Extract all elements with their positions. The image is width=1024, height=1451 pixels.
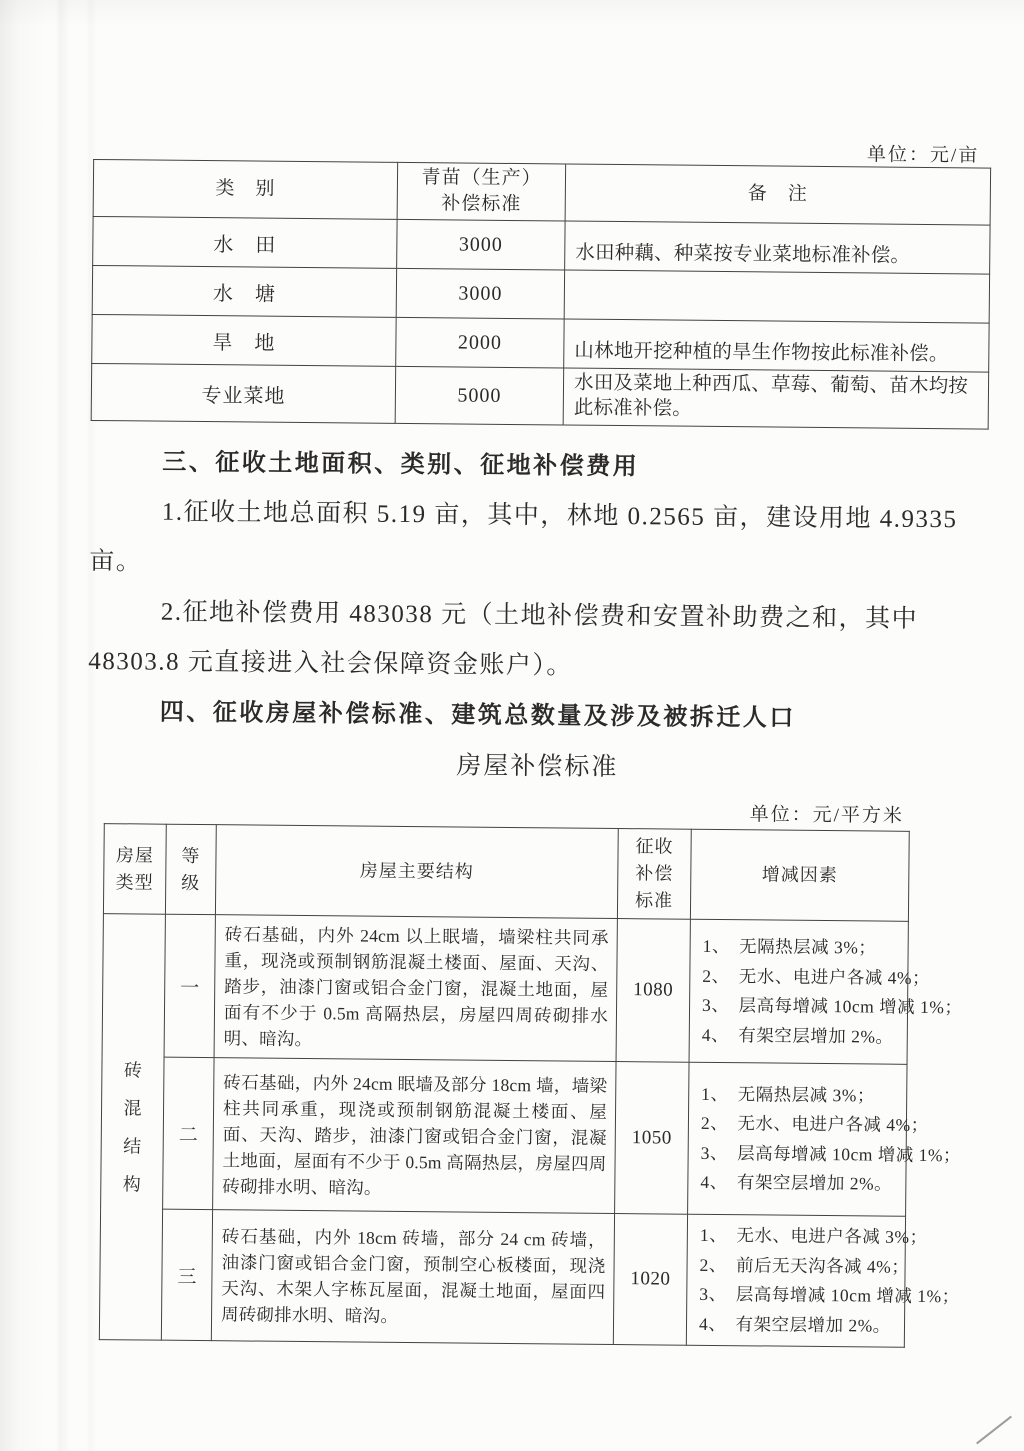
structure-cell: 砖石基础，内外 18cm 砖墙，部分 24 cm 砖墙，油漆门窗或铝合金门窗，预制空心板楼面，现浇天沟、木架人字栋瓦屋面，混凝土地面，屋面四周砖砌排水明、暗沟。 [211, 1210, 614, 1345]
factors-cell [688, 1062, 962, 1216]
column-header-standard: 青苗（生产）补偿标准 [397, 162, 566, 221]
column-header-house-type: 房屋类型 [103, 824, 166, 915]
factor-line: 4、 有架空层增加 2%。 [698, 1313, 891, 1336]
column-header-category: 类 别 [93, 159, 398, 219]
house-compensation-table [99, 823, 963, 1348]
body-text-block [87, 437, 990, 795]
column-header-factors: 增减因素 [690, 829, 909, 921]
factor-line: 1、 无水、电进户各减 3%； [699, 1224, 928, 1248]
crop-table-unit-label: 单位：元/亩 [866, 144, 980, 167]
factor-line: 3、 层高每增减 10cm 增减 1%； [700, 1142, 962, 1165]
category-cell: 旱 地 [92, 314, 396, 366]
category-cell: 水 田 [93, 216, 397, 268]
house-type-cell [99, 914, 165, 1341]
remark-cell: 山林地开挖种植的旱生作物按此标准补偿。 [564, 319, 989, 372]
table-row [92, 314, 989, 372]
structure-cell: 砖石基础，内外 24cm 眠墙及部分 18cm 墙，墙梁柱共同承重，现浇或预制钢筋混凝土楼面、屋面、天沟、踏步，油漆门窗或铝合金门窗，混凝土地面，屋面有不少于 0.5m 高隔热层，房屋四周砖砌排水明、暗沟。 [213, 1058, 616, 1214]
table-row [93, 216, 990, 274]
remark-cell: 水田及菜地上种西瓜、草莓、葡萄、苗木均按此标准补偿。 [563, 368, 989, 429]
table-row [101, 1057, 907, 1217]
grade-cell: 一 [164, 914, 215, 1057]
factor-line: 2、 无水、电进户各减 4%； [702, 965, 931, 988]
standard-cell: 2000 [396, 317, 564, 368]
table-row [91, 363, 989, 429]
factor-line: 1、 无隔热层减 3%； [702, 935, 877, 958]
factor-line: 1、 无隔热层减 3%； [701, 1083, 876, 1106]
remark-cell [564, 270, 989, 323]
standard-cell: 5000 [395, 366, 564, 425]
table-row [92, 265, 989, 323]
house-type-text: 砖混结构 [122, 1059, 143, 1194]
standard-header-text: 征收补偿标准 [634, 836, 674, 911]
factor-line: 2、 无水、电进户各减 4%； [700, 1112, 929, 1136]
grade-header-text: 等级 [181, 845, 201, 893]
category-cell: 水 塘 [92, 265, 396, 317]
column-header-structure: 房屋主要结构 [215, 825, 618, 919]
crop-table-header-row [93, 159, 991, 225]
factors-cell [686, 1214, 960, 1347]
table-row [102, 914, 908, 1065]
column-header-standard [617, 829, 691, 920]
paragraph-one-line-one: 1.征收土地总面积 5.19 亩，其中，林地 0.2565 亩，建设用地 4.9335 [161, 498, 958, 534]
structure-cell: 砖石基础，内外 24cm 以上眠墙，墙梁柱共同承重，现浇或预制钢筋混凝土楼面、屋面、天沟、踏步，油漆门窗或铝合金门窗，混凝土地面，屋面有不少于 0.5m 高隔热层，房屋四周砖砌排水明、暗沟。 [214, 915, 617, 1062]
house-table-header-row [103, 824, 909, 922]
factor-line: 3、 层高每增减 10cm 增减 1%； [701, 994, 963, 1018]
factor-line: 2、 前后无天沟各减 4%； [699, 1254, 910, 1277]
paragraph-two-line-one: 2.征地补偿费用 483038 元（土地补偿费和安置补助费之和，其中 [160, 598, 919, 633]
category-cell: 专业菜地 [91, 363, 396, 423]
factor-line: 3、 层高每增减 10cm 增减 1%； [699, 1283, 960, 1307]
factors-cell [689, 919, 963, 1064]
column-header-grade [165, 824, 216, 914]
standard-cell: 3000 [397, 219, 565, 270]
house-table-title: 房屋补偿标准 [456, 752, 619, 782]
standard-cell: 1020 [613, 1214, 687, 1346]
factor-line: 4、 有架空层增加 2%。 [701, 1024, 894, 1047]
remark-cell: 水田种藕、种菜按专业菜地标准补偿。 [565, 221, 990, 274]
grade-cell: 二 [163, 1057, 214, 1209]
standard-cell: 1080 [616, 919, 690, 1063]
crop-compensation-table [91, 159, 991, 430]
paragraph-one-line-two: 亩。 [89, 547, 143, 576]
standard-cell: 1050 [615, 1062, 689, 1215]
section-three-heading: 三、征收土地面积、类别、征地补偿费用 [162, 449, 640, 481]
section-four-heading: 四、征收房屋补偿标准、建筑总数量及涉及被拆迁人口 [159, 699, 796, 732]
house-table-unit-label: 单位：元/平方米 [749, 804, 905, 827]
paragraph-two-line-two: 48303.8 元直接进入社会保障资金账户）。 [88, 647, 573, 680]
column-header-remark: 备 注 [565, 164, 991, 225]
table-row [99, 1209, 905, 1348]
factor-line: 4、 有架空层增加 2%。 [700, 1171, 893, 1194]
standard-cell: 3000 [396, 268, 564, 319]
grade-cell: 三 [161, 1209, 212, 1340]
